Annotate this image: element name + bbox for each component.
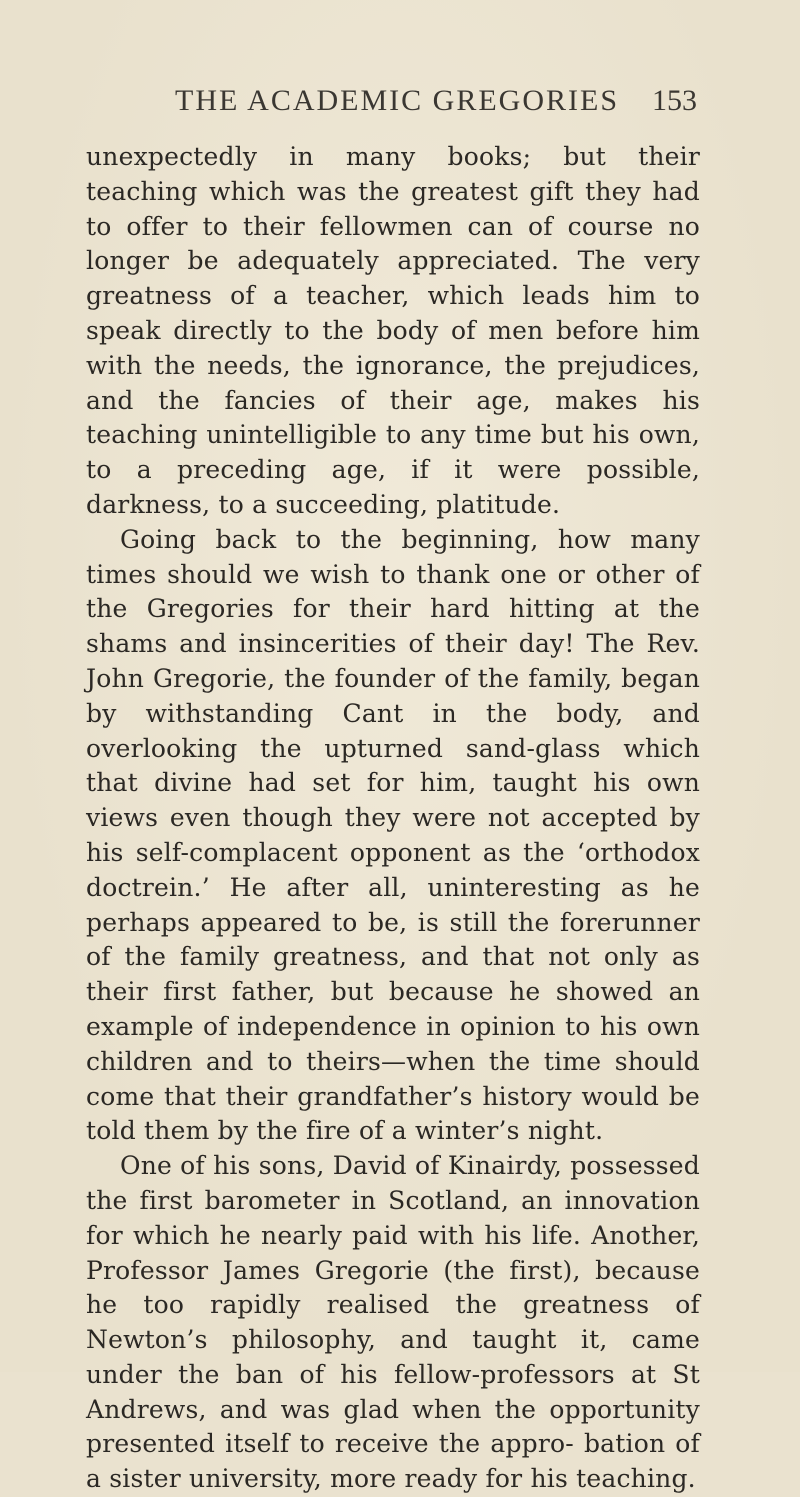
running-title: THE ACADEMIC GREGORIES — [175, 84, 620, 117]
paragraph-continuation: unexpectedly in many books; but their teaching which was the greatest gift they had to offer to their fellowmen can of course no longer be adequately appreciated. The very greatness of a teacher, which leads him to speak directly to the body of men before him with the needs, the ignorance, the prejudices, and the fancies of their age, makes his teaching unintelligible to any time but his own, to a preceding age, if it were possible, darkness, to a succeeding, platitude. — [86, 142, 700, 519]
paragraph-one-of-his-sons: One of his sons, David of Kinairdy, possessed the first barometer in Scotland, an innovation for which he nearly paid with his life. Another, Professor James Gregorie (the first), because he too rapidly realised the greatness of Newton’s philosophy, and taught it, came under the ban of his fellow-professors at St Andrews, and was glad when the opportunity presented itself to receive the appro- bation of a sister university, more ready for his teaching. — [86, 1151, 700, 1494]
page-number: 153 — [652, 84, 697, 117]
body-text — [86, 140, 700, 1497]
paragraph-going-back: Going back to the beginning, how many times should we wish to thank one or other of the Gregories for their hard hitting at the shams and insincerities of their day! The Rev. John Gregorie, the founder of the family, began by withstanding Cant in the body, and overlooking the upturned sand-glass which that divine had set for him, taught his own views even though they were not accepted by his self-complacent opponent as the ‘orthodox doctrein.’ He after all, uninteresting as he perhaps appeared to be, is still the forerunner of the family greatness, and that not only as their first father, but because he showed an example of independence in opinion to his own children and to theirs—when the time should come that their grandfather’s history would be told them by the fire of a winter’s night. — [86, 524, 700, 1146]
running-head — [0, 84, 800, 124]
